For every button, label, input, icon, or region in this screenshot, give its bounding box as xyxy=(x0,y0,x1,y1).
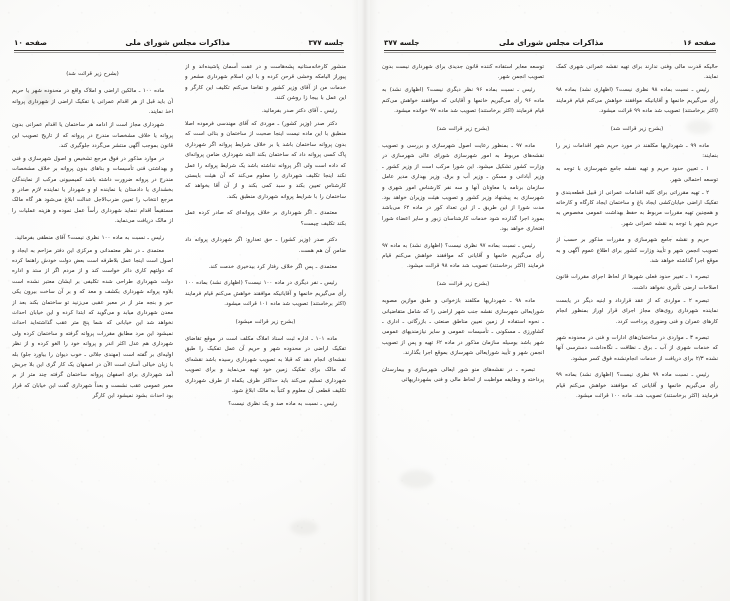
speaker-line-motamedi: معتمدی ـ اگر شهرداری بر خلاف پروانه‌ای که صادر کرده عمل بکند تکلیف چیست؟ xyxy=(185,210,346,227)
article-heading-98: ماده ۹۸ ـ شهرداریها مکلفند بازخوانی و طبق موازین مصوبه شورایعالی شهرسازی نقشه جنب شهر اراضی را که شامل متقاضیانی ـ نحوه استفاده از زمین نعیین مناطق صنعتی ـ بازرگانی ـ اداری ـ کشاورزی ـ مسکونی ـ تأسیسات عمومی و سایر نیازمندیهای عمومی شهر باشد بوسیله سازمان مذکور در ماده ۶۲ تهیه و پس از تصویب انجمن شهر و تأیید شورایعالی شهرسازی بموقع اجرا بگذارند. xyxy=(382,298,544,357)
article-heading-97: ماده ۹۷ ـ بمنظور رعایت اصول شهرسازی و بررسی و تصویب نقشه‌های مربوط به امور شهرسازی شورای عالی شهرسازی در وزارت کشور تشکیل میشود. این شورا مرکب است از وزیر کشور ـ وزیر آبادانی و مسکن ـ وزیر آب و برق. وزیر بهداری مدیر عامل سازمان برنامه یا معاونان آنها و سه نفر کارشناس امور شهری و شهرسازی به پیشنهاد وزیر کشور و تصویب هیئت وزیران خواهد بود. مدت شورا از این طریق ـ از این تعداد کور در ماده ۶۲ می‌باشد بمورد اجرا گذارده شود خدمات کارشناسان زبور و سایر اعضاء شورا افتخاری خواهد بود. xyxy=(382,142,544,233)
speaker-line-motamedi: معتمدی ـ پس اگر خلاف رفتار کرد بیدخیری خدمت کند. xyxy=(208,263,337,270)
page-number-left: صفحه ۱۰ xyxy=(14,38,47,47)
speaker-line-minister: دکتر صدر (وزیر کشور) ـ موردی که آقای مهندسی فرموده اصلا منطبق با این ماده نیست اینجا صحبت از ساختمان و بنائی است که بدون پروانه ساختمان باشد یا بر خلاف شرایط پروانه اگر شهرداری پاک کسی پروانه داد که ساختمان بکند البته شهرداری ضامن پروانه‌ای که داده است ولی اگر پروانه نداشته باشد یک شرایط پروانه را عمل نکند اینجا تکلیف شهرداری را معلوم می‌کند که آن هیئت بایستی کارشناس تعیین بکند و سبد کمی بکند و از آن آقا بخواهد که ساختمان را با شرایط پروانه شهرداری منطبق بکند. xyxy=(185,121,346,200)
article-heading-99: ماده ۹۹ ـ شهرداریها مکلفند در مورد حریم شهر اقدامات زیر را بنمایند: xyxy=(556,142,718,160)
paragraph: حریم و نقشه جامع شهرسازی و مقررات مذکور بر حسب از تصویب انجمن شهر و تأیید وزارت کشور برای اطلاع عموم آگهی و به موقع اجرا گذاشته خواهد شد. xyxy=(556,237,718,264)
paragraph: در موارد مذکور در فوق مرجع تشخیص و اصول شهرسازی و فنی و بهداشتی فنی تأسیسات و بناهای بدون پروانه بر خلاف مشخصات مندرج در پروانه ضرورت داشته باشد کمیسیونی مرکب از نمایندگان بخشداری یا دادستان یا نماینده او و شهردار یا نماینده لازم صادر و مرجع انتخاب را تعیین ضرب‌الاجل عدالت ابلاغ می‌شود هر گاه مالک مستقیماً اقدام ننماید شهرداری رأساً عمل نموده و هزینه عملیات را از مالک دریافت می‌نماید. xyxy=(12,155,173,225)
paragraph: ۲ ـ تهیه مقرراتی برای کلیه اقدامات عمرانی از قبیل قطعه‌بندی و تفکیک اراضی خیابان‌کشی ایجاد باغ و ساختمان ایجاد کارگاه و کارخانه و همچنین تهیه مقررات مربوط به حفظ بهداشت عمومی مخصوص به حریم شهر با توجه به نقشه عمرانی شهر. xyxy=(556,189,718,227)
header-rule-thin-left xyxy=(14,52,344,53)
note-1: تبصره ۱ ـ تغییر حدود فعلی شهرها از لحاظ اجرای مقررات قانون اصلاحات ارضی تأثیری نخواهد داشت. xyxy=(556,274,718,291)
speaker-line-motamedi: معتمدی ـ در نظر معتمدانی و مرکزی این دفتر مزاحم به ایجاد و اصول است اینجا عمل بلاطرفه است بعض دولت خودش راهنما کرده که دولتهم کاری دائر خواست کند و از مردم اگر از ستد و اداره دولت شهرداری طراحی شده تکلیفی بر ایشان معتبر نشده است بلاوه پروانه شهرداری بکشف و معد که و بر آن ساخت بیرون یکی حیر و بنجه متر از در معبر عقبی می‌زنید تو ساختمان بکند بعد از معدن شهرداری میابد و می‌گوید که ابتدا کرده و این خیابان احداث نخواهد شد این خیابانی که شما پنج متر عقب گذاشته‌اید احداث نمیشود این مرد مطابق مقررات پروانه گرفته و ساختمان کرده ولی شهرداری هم عدل اکثر اندر و پروانه خود را الغو کرده و از نظر اولیه‌ای بر گفته است (مهندی جلالی ـ خوب دیوان را بیاورد جلو) بله با زبان خیالی آسان است الآن در اصفهان یک کار گری این بلا جریش آمد شهرداری برای اصفهان پروانه ساختمان گرفته چند متر از بر معبر عمومی عقب نشست و بعداً شهرداری گفت این خیابان که قرار بود احداث بشود نمیشود این کارگر xyxy=(12,247,173,400)
column-left-inner xyxy=(12,62,173,585)
page-number-right: صفحه ۱۶ xyxy=(683,38,716,47)
note-2: تبصره ۲ ـ مواردی که از عقد قرارداد و ابنیه دیگر در یابست نماینده شهرداری روی‌های مجاز اجرای قرار اوراز بمنظور انجام کارهای عمران و فنی وضوری پرداخت کردد. xyxy=(556,297,718,325)
header-rule-right xyxy=(384,50,716,51)
text-columns-right xyxy=(382,62,718,585)
header-rule-thin-right xyxy=(384,52,716,53)
publication-title-right: مذاکرات مجلس شورای ملی xyxy=(498,38,604,47)
paragraph: رئیس ـ نسبت بماده ۹۷ نظری نیست؟ (اظهاری نشد) به ماده ۹۷ رأی می‌گیریم خانمها و آقایانی که موافقند خواهش می‌کنم قیام فرمایند (اکثر برخاستند) تصویب شد ماده ۹۸ قرائت میشود. xyxy=(382,242,544,270)
session-label-right: جلسه ۳۷۷ xyxy=(384,38,420,47)
speaker-line-chair: رئیس ـ نسبت به ماده صد و یک نظری نیست؟ xyxy=(228,400,337,407)
header-rule-left xyxy=(14,50,344,51)
page-right xyxy=(370,0,730,601)
paragraph: رئیس ـ نسبت ماده ۹۹ نظری نیست؟ (اظهاری نشد) بماده ۹۹ رأی می‌گیریم خانمها و آقایانی که موافقند خواهش می‌کنم قیام فرمایند (اکثر برخاستند) تصویب شد. ماده ۱۰۰ قرائت میشود. xyxy=(556,372,718,399)
speaker-line-minister: دکتر صدر (وزیر کشور) ـ حق تعدارو: اگر شهرداری پروانه داد ضامن آن هم هست. xyxy=(185,237,346,254)
session-label-left: جلسه ۳۷۷ xyxy=(308,38,344,47)
paragraph: حالیکه قدرت مالی وفنی ندارند برای تهیه نقشه عمرانی شهری کمک نمایند. xyxy=(556,64,718,81)
paragraph: منشور کارخانه‌ستانیه پشه‌هاست و در عفت آسمان پاشیده‌اند و از پیوراز الیامکه وخشی قرحن کرده و با این اسلام شهرداری مشعر و خدمات من از آقای وزیر کشور و تقاضا می‌کنم تکلیف این کارگر و این عمل با بیجا زا روشن کنند. xyxy=(185,64,346,102)
running-head-right xyxy=(384,38,716,58)
reading-marker: (بشرح زیر قرائت شد) xyxy=(436,280,490,287)
column-right-inner xyxy=(556,62,718,585)
article-heading-101: ماده ۱۰۱ ـ اداره ثبت اسناد املاک مکلف است در موقع تقاضای تفکیک اراضی در محدوده شهر و حریم آن عمل تفکیک را طبق نقشه‌ای انجام دهد که قبلا به تصویب شهرداری رسیده باشد نقشه‌ای که مالک برای تفکیک زمین خود تهیه می‌نماید و برای تصویب شهرداری تسلیم می‌کند باید حداکثر ظرف یکماه از طرف شهرداری تکلیف قطعی آن معلوم و کتباً به مالک ابلاغ شود. xyxy=(185,335,346,394)
speaker-line-chair: رئیس ـ نسبت به ماده ۱۰۰ نظری نیست؟ آقای منطقی بفرمائید. xyxy=(14,234,164,241)
running-head-left xyxy=(14,38,344,58)
text-columns-left xyxy=(12,62,346,585)
paragraph: ۱ ـ تعیین حدود حریم و تهیه نقشه جامع شهرسازی با توجه به توسعه احتمالی شهر. xyxy=(556,166,718,183)
speaker-line-chair: رئیس ـ آقای دکتر صدر بفرمائید. xyxy=(261,108,337,115)
article-heading-100: ماده ۱۰۰ ـ مالکین اراضی و املاک واقع در محدوده شهر یا حریم آن باید قبل از هر اقدام عمرانی یا تفکیک اراضی از شهرداری پروانه اخذ نمایند. xyxy=(12,88,173,116)
paragraph: رئیس ـ نسبت بماده ۹۶ نظر دیگری نیست؟ (اظهاری نشد) به ماده ۹۶ رأی می‌گیریم خانمها و آقایانی که موافقند خواهش می‌کنم قیام فرمایند (اکثر برخاستند) تصویب شد ماده ۹۷ خوانده میشود. xyxy=(382,87,544,115)
reading-marker: (بشرح زیر قرائت شد) xyxy=(610,125,664,132)
note-3: تبصره ۳ ـ مواردی در ساختمان‌های ادارات و فنی در محدوده شهر که خدمات شهری از آب ـ برق ـ نظافت ـ نگاه‌داشت دسترسی آنها نشده ۲/۳ برای دریافت از خدمات انجام‌نشده فوق کسر میشود. xyxy=(556,334,718,362)
column-right-outer xyxy=(382,62,544,585)
paragraph: توسعه معابر استفاده کننده قانون جدیدی برای شهرداری نیست بدون تصویب انجمن شهر. xyxy=(382,64,544,81)
reading-marker: (بشرح زیر قرائت شد) xyxy=(66,71,119,77)
column-left-outer xyxy=(185,62,346,585)
paragraph: شهرداری مجاز است از ادامه هر ساختمان یا اقدام عمرانی بدون پروانه یا خلاف مشخصات مندرج در پروانه که از تاریخ تصویب این قانون بموجب آگهی منتشر می‌گردد جلوگیری کند. xyxy=(12,122,173,149)
publication-title-left: مذاکرات مجلس شورای ملی xyxy=(125,38,231,47)
speaker-line-chair: رئیس ـ نفر دیگری در ماده ۱۰۰ نیست؟ (اظهاری نشد) بماده ۱۰۰ رأی می‌گیریم خانمها و آقایانیکه موافقند خواهش می‌کنم قیام فرمایند (اکثر برخاستند) تصویب شد ماده ۱۰۱ قرائت میشود. xyxy=(185,280,346,308)
reading-marker: (بشرح زیر قرائت شد) xyxy=(436,125,490,132)
reading-marker: (بشرح زیر قرائت میشود) xyxy=(235,318,296,325)
page-left xyxy=(0,0,358,601)
note: تبصره ـ در نقشه‌های منو شور ایعالی شهرسازی و بیمارستان پرداخته و وظایفه مواظبت از لحاظ مالی و فنی بشهرداریهائی xyxy=(382,366,544,384)
paragraph: رئیس ـ نسبت بماده ۹۸ نظری نیست؟ (اظهاری نشد) بماده ۹۸ رأی می‌گیریم خانمها و آقایانیکه موافقند خواهش می‌کنم قیام فرمایند (اکثر برخاستند) تصویب شد ماده ۹۹ قرائت میشود. xyxy=(556,87,718,115)
